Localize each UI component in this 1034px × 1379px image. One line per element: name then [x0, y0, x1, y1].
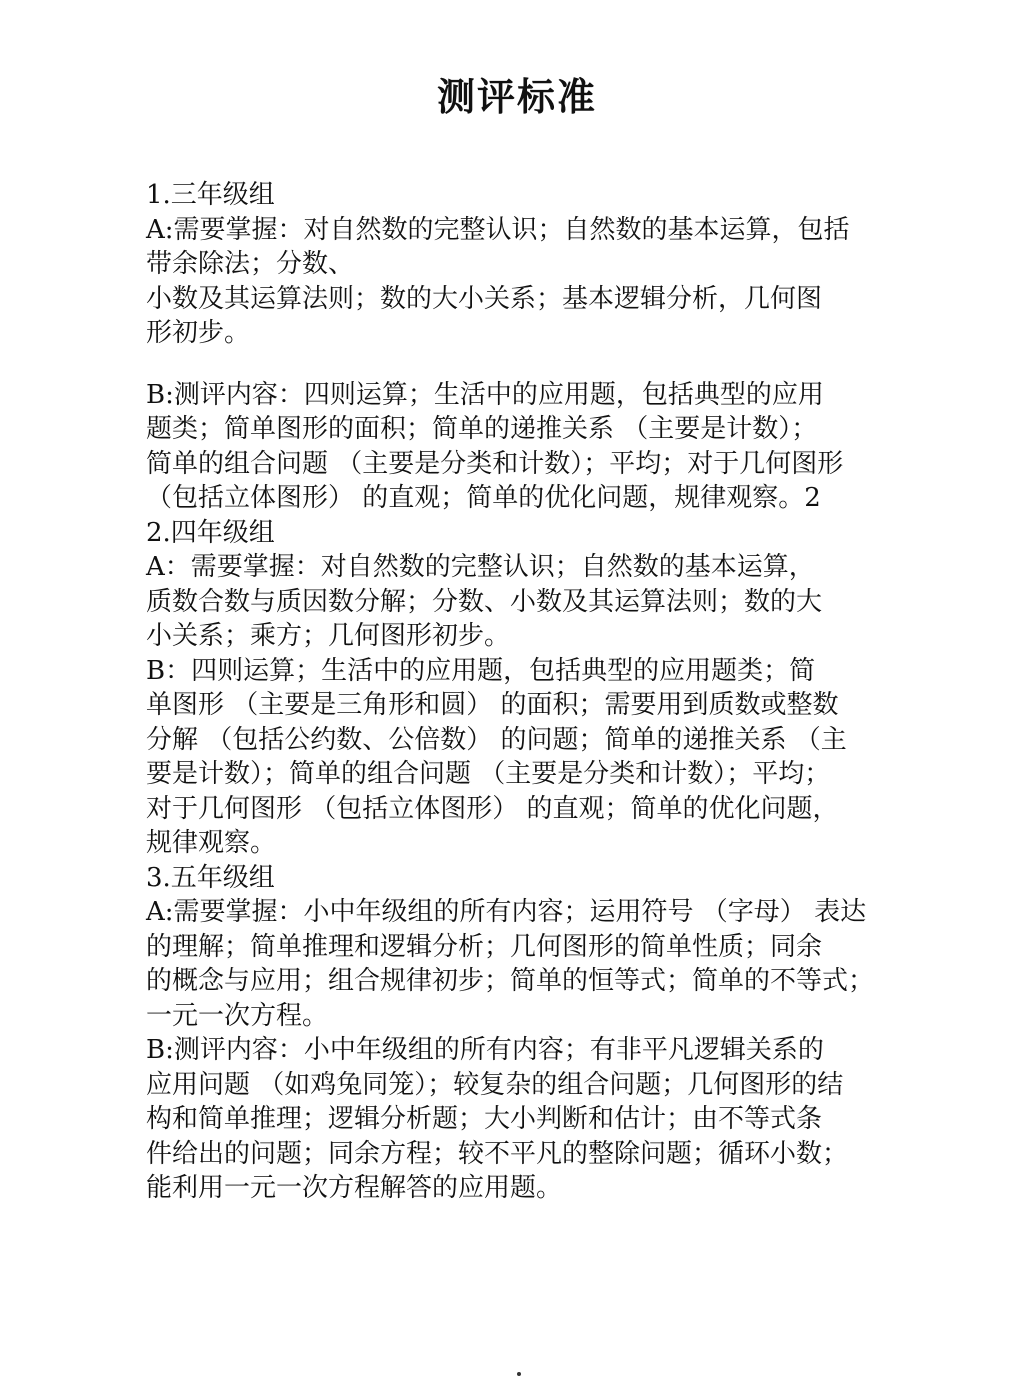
section-heading-grade4: 2.四年级组: [146, 517, 275, 548]
paragraph-gap: [146, 351, 906, 378]
page-mark: [517, 1372, 521, 1376]
paragraph-line: 带余除法；分数、: [146, 249, 355, 279]
paragraph-line: 单图形 （主要是三角形和圆） 的面积；需要用到质数或整数: [146, 690, 839, 720]
paragraph-line: B:测评内容：四则运算；生活中的应用题，包括典型的应用: [146, 379, 824, 410]
paragraph-line: B:测评内容：小中年级组的所有内容；有非平凡逻辑关系的: [146, 1035, 824, 1065]
paragraph-line: 质数合数与质因数分解；分数、小数及其运算法则；数的大: [146, 586, 823, 617]
paragraph-line: A:需要掌握：小中年级组的所有内容；运用符号 （字母） 表达: [146, 897, 867, 927]
page-title: 测评标准: [436, 74, 597, 119]
section-heading-grade3: 1.三年级组: [146, 180, 275, 210]
paragraph-line: A:需要掌握：对自然数的完整认识；自然数的基本运算，包括: [146, 214, 850, 245]
paragraph-line: 的概念与应用；组合规律初步；简单的恒等式；简单的不等式；: [146, 966, 875, 996]
paragraph-line: 题类；简单图形的面积；简单的递推关系 （主要是计数）；: [146, 414, 818, 444]
paragraph-line: 小数及其运算法则；数的大小关系；基本逻辑分析，几何图: [146, 283, 823, 314]
paragraph-line: 能利用一元一次方程解答的应用题。: [146, 1173, 563, 1203]
paragraph-line: A：需要掌握：对自然数的完整认识；自然数的基本运算，: [146, 552, 815, 582]
paragraph-line: 形初步。: [146, 318, 251, 348]
paragraph-line: 小关系；乘方；几何图形初步。: [146, 621, 511, 651]
paragraph-line: 应用问题 （如鸡兔同笼）；较复杂的组合问题；几何图形的结: [146, 1069, 844, 1100]
paragraph-line: 构和简单推理；逻辑分析题；大小判断和估计；由不等式条: [146, 1104, 823, 1134]
paragraph-line: 要是计数）；简单的组合问题 （主要是分类和计数）；平均；: [146, 759, 831, 789]
paragraph-line: 件给出的问题；同余方程；较不平凡的整除问题；循环小数；: [146, 1138, 849, 1169]
paragraph-line: 分解 （包括公约数、公倍数） 的问题；简单的递推关系 （主: [146, 724, 847, 755]
document-body: [146, 178, 906, 1206]
paragraph-line: 对于几何图形 （包括立体图形） 的直观；简单的优化问题，: [146, 793, 839, 824]
section-heading-grade5: 3.五年级组: [146, 862, 275, 893]
paragraph-line: B：四则运算；生活中的应用题，包括典型的应用题类；简: [146, 655, 816, 686]
paragraph-line: 简单的组合问题 （主要是分类和计数）；平均；对于几何图形: [146, 448, 844, 479]
paragraph-line: 规律观察。: [146, 828, 277, 858]
paragraph-line: （包括立体图形） 的直观；简单的优化问题，规律观察。2: [146, 483, 821, 513]
paragraph-line: 一元一次方程。: [146, 1000, 329, 1031]
paragraph-line: 的理解；简单推理和逻辑分析；几何图形的简单性质；同余: [146, 931, 823, 962]
